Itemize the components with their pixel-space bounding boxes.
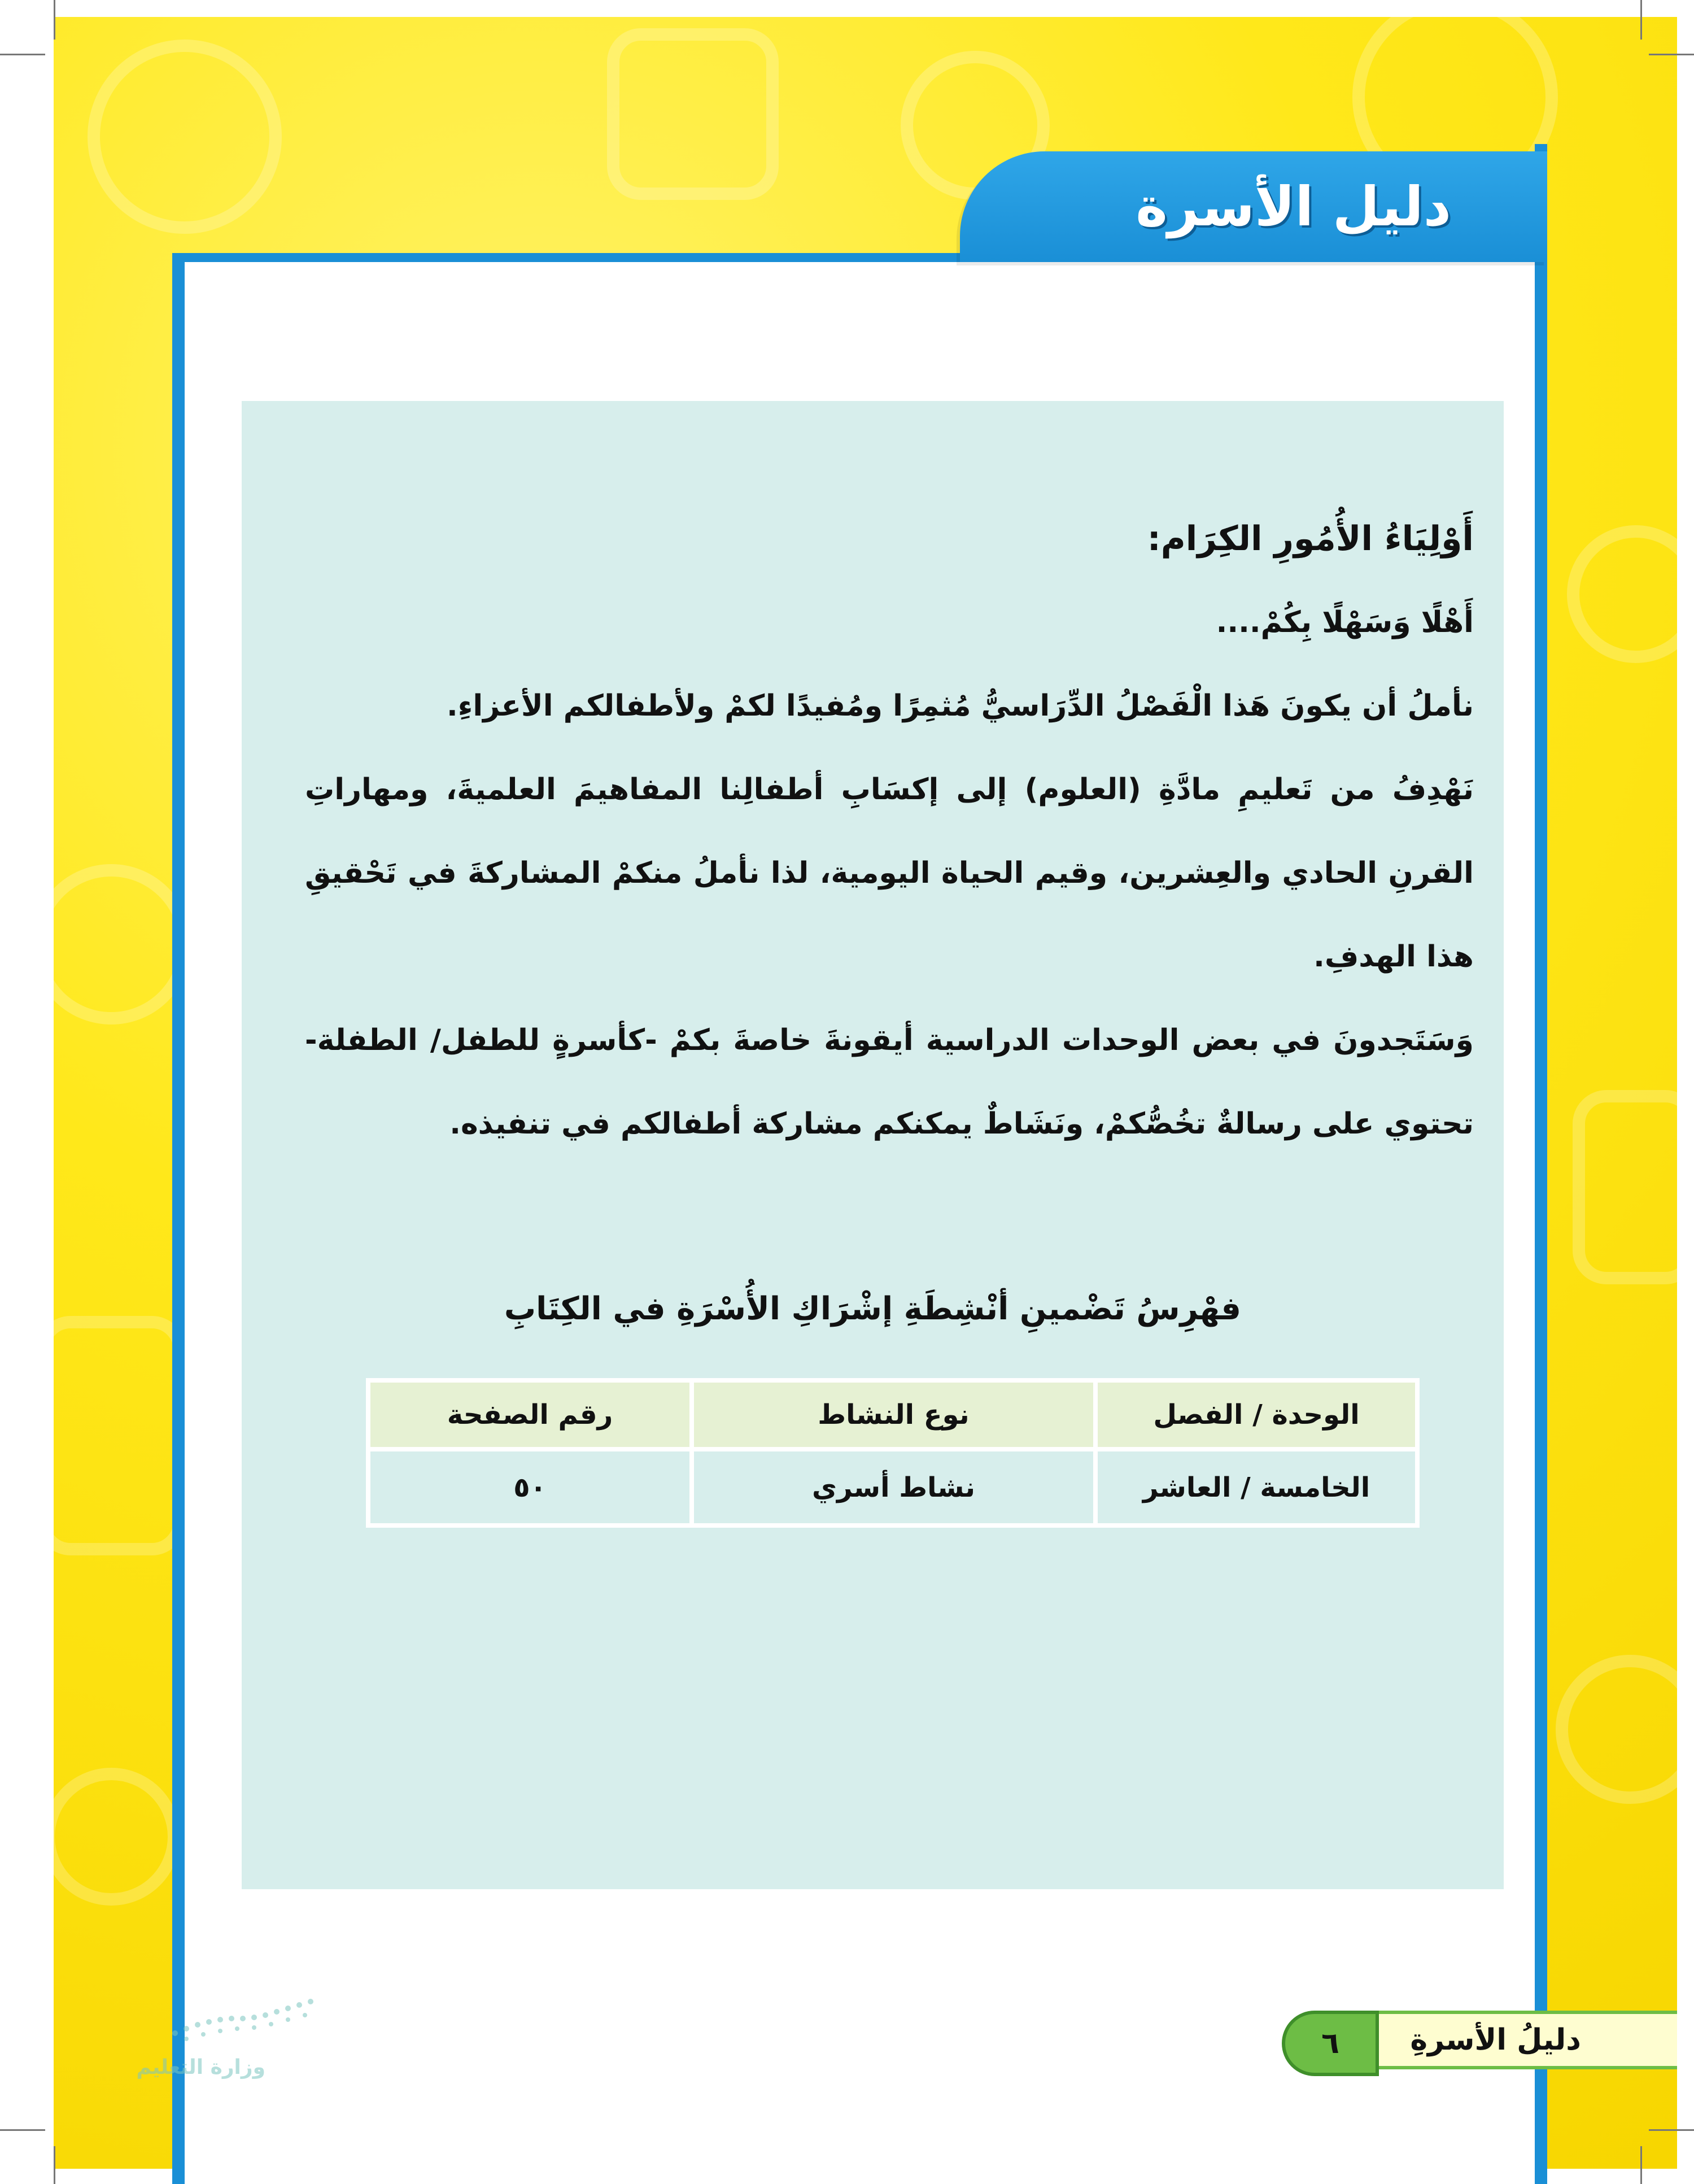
title-tab bbox=[960, 151, 1547, 262]
header-unit: الوحدة / الفصل bbox=[1098, 1383, 1415, 1447]
activities-index-table bbox=[366, 1378, 1420, 1528]
letter-paragraph: نأملُ أن يكونَ هَذا الْفَصْلُ الدِّرَاسيُّ مُثمِرًا ومُفيدًا لكمْ ولأطفالكم الأعزاءِ. bbox=[446, 689, 1474, 723]
ministry-logo-icon bbox=[169, 1994, 316, 2044]
crop-mark bbox=[54, 2146, 55, 2184]
decorative-shape bbox=[607, 28, 779, 200]
ministry-logo bbox=[96, 1988, 322, 2112]
letter-text bbox=[305, 497, 1474, 1166]
crop-mark bbox=[1649, 2129, 1694, 2131]
crop-mark bbox=[1649, 54, 1694, 55]
page-border-left bbox=[172, 254, 185, 2184]
table-row bbox=[370, 1451, 1415, 1523]
letter-salutation: أَوْلِيَاءُ الأُمُورِ الكِرَام: bbox=[1147, 519, 1474, 559]
crop-mark bbox=[1640, 2146, 1642, 2184]
decorative-shape bbox=[37, 1316, 186, 1555]
decorative-circle bbox=[88, 40, 282, 234]
letter-paragraph: نَهْدِفُ من تَعليمِ مادَّةِ (العلوم) إلى إكسَابِ أطفالِنا المفاهيمَ العلميةَ، ومهاراتِ القرنِ الحادي والعِشرين، وقيم الحياة اليومية، لذا نأملُ منكمْ المشاركةَ في تَحْقيقِ هذا الهدفِ. bbox=[305, 773, 1474, 974]
page-border-top bbox=[172, 253, 1002, 262]
crop-mark bbox=[54, 0, 55, 40]
cell-unit: الخامسة / العاشر bbox=[1098, 1451, 1415, 1523]
letter-paragraph: وَسَتَجدونَ في بعض الوحدات الدراسية أيقونةَ خاصةَ بكمْ -كأسرةٍ للطفل/ الطفلة- تحتوي على رسالةٌ تخُصُّكمْ، ونَشَاطٌ يمكنكم مشاركة أطفالكم في تنفيذه. bbox=[305, 1023, 1474, 1141]
cell-activity-type: نشاط أسري bbox=[694, 1451, 1093, 1523]
letter-welcome: أَهْلًا وَسَهْلًا بِكُمْ.... bbox=[1216, 605, 1474, 639]
header-activity-type: نوع النشاط bbox=[694, 1383, 1093, 1447]
decorative-circle bbox=[1556, 1655, 1694, 1804]
page-number: ٦ bbox=[1282, 2011, 1379, 2076]
index-title: فهْرِسُ تَضْمينِ أنْشِطَةِ إشْرَاكِ الأُسْرَةِ في الكِتَابِ bbox=[504, 1291, 1242, 1327]
crop-mark bbox=[0, 54, 45, 55]
cell-page-number: ٥٠ bbox=[370, 1451, 689, 1523]
decorative-shape bbox=[1573, 1090, 1694, 1284]
decorative-circle bbox=[1567, 525, 1694, 663]
header-page-number: رقم الصفحة bbox=[370, 1383, 689, 1447]
ministry-name: وزارة التعليم bbox=[136, 2056, 265, 2079]
crop-mark bbox=[0, 2129, 45, 2131]
decorative-circle bbox=[31, 864, 191, 1025]
page-footer bbox=[1282, 2011, 1677, 2074]
page-title: دليل الأسرة bbox=[1136, 175, 1451, 238]
page-border-right bbox=[1535, 144, 1547, 2184]
footer-label: دليلُ الأسرةِ bbox=[1366, 2011, 1677, 2069]
table-header-row bbox=[370, 1383, 1415, 1447]
decorative-circle bbox=[42, 1768, 180, 1906]
crop-mark bbox=[1640, 0, 1642, 40]
